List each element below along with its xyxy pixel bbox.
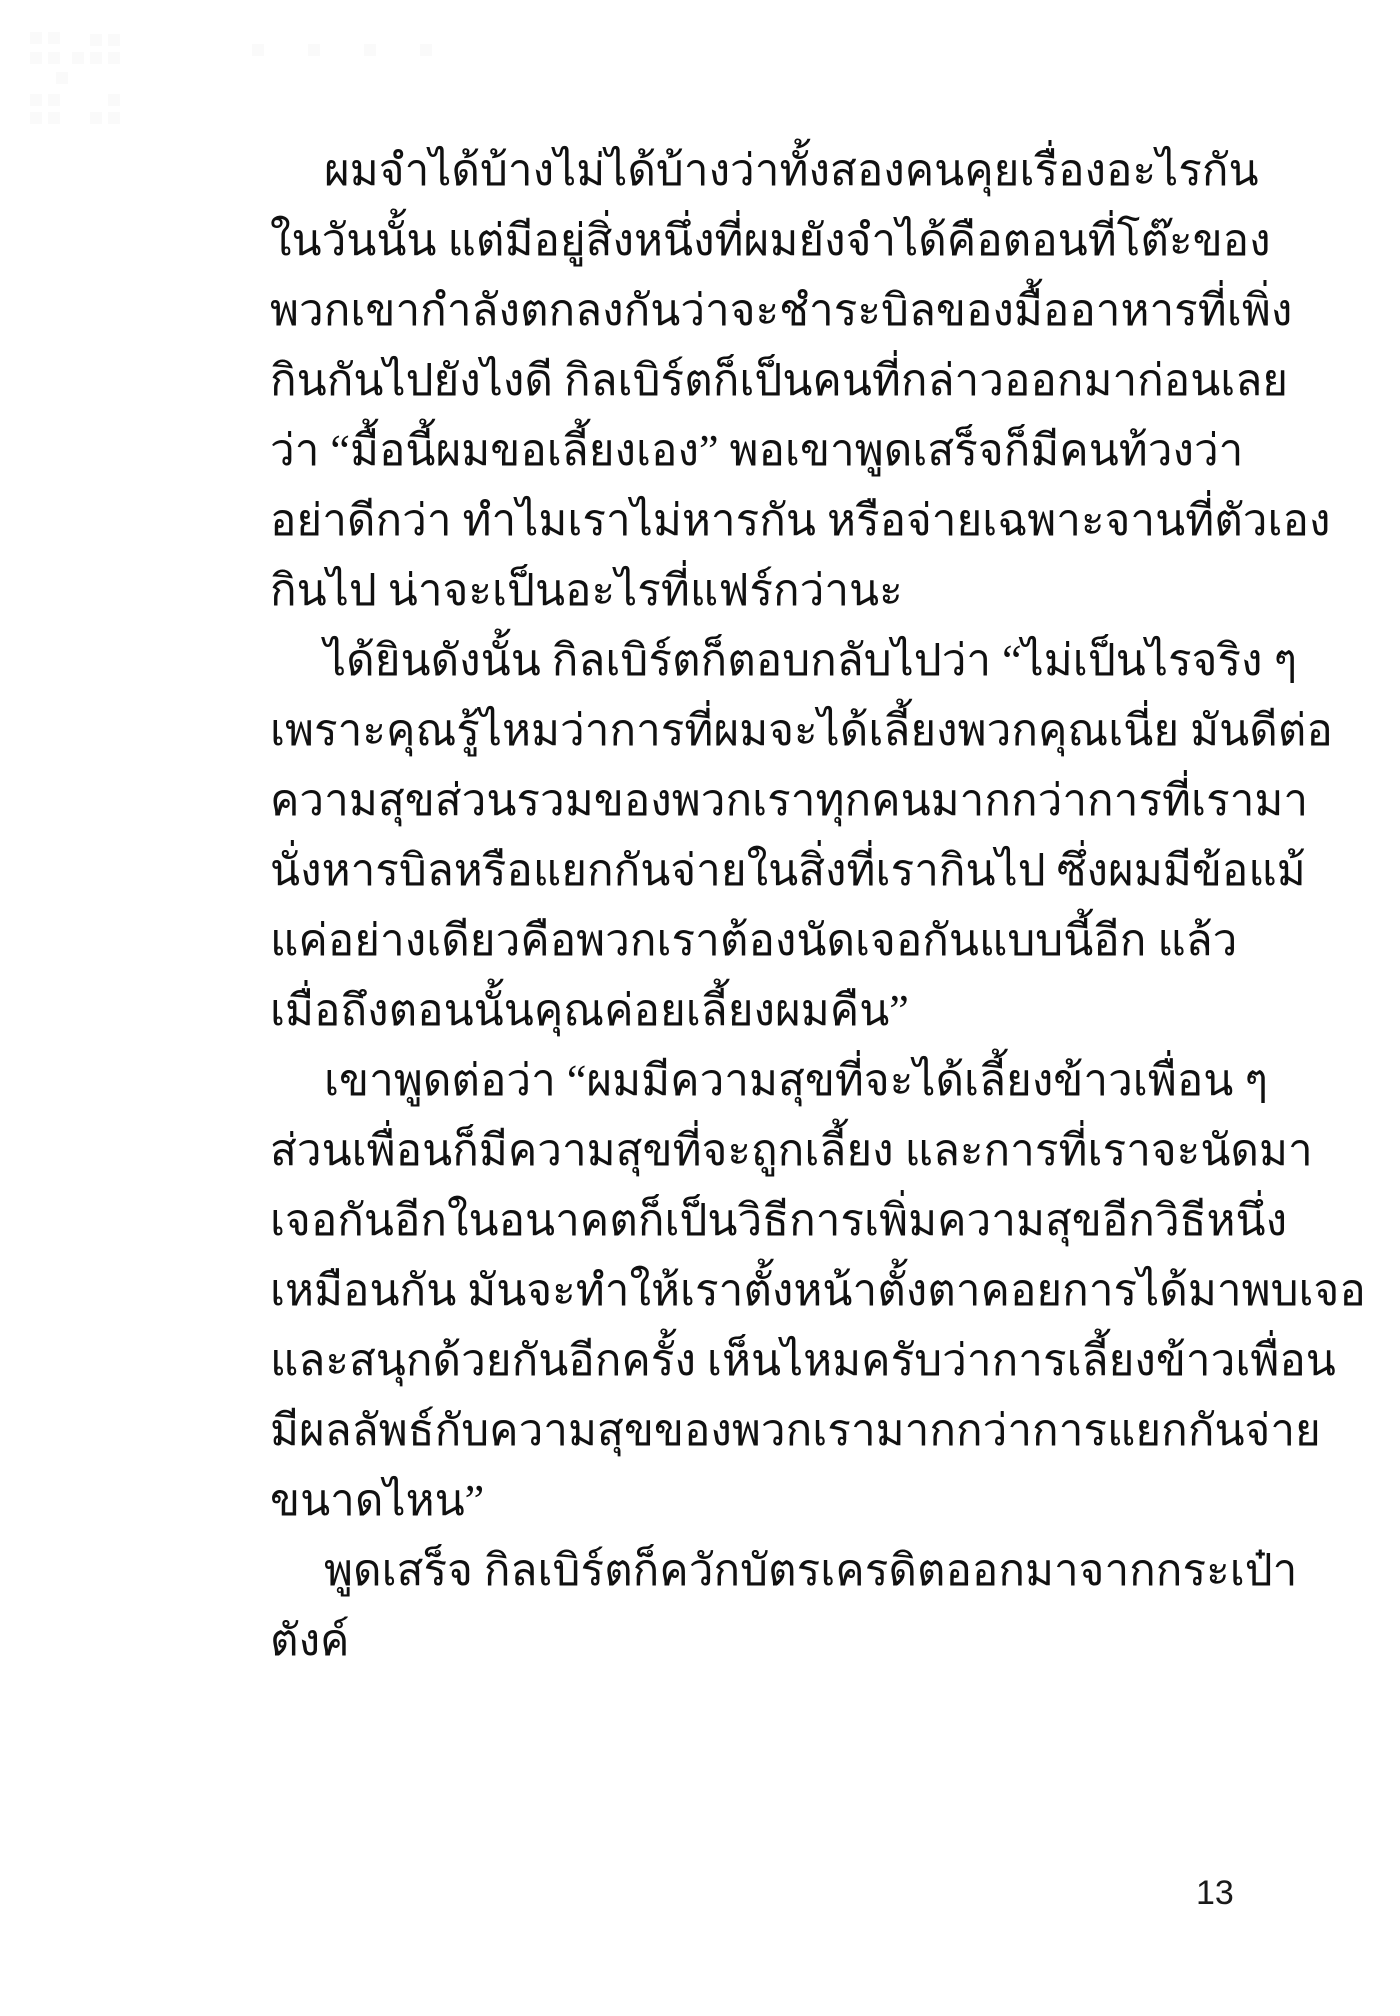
text-line: เหมือนกัน มันจะทำให้เราตั้งหน้าตั้งตาคอยการได้มาพบเจอ xyxy=(270,1266,1366,1315)
text-line: เจอกันอีกในอนาคตก็เป็นวิธีการเพิ่มความสุขอีกวิธีหนึ่ง xyxy=(270,1196,1288,1245)
text-line: ว่า “มื้อนี้ผมขอเลี้ยงเอง” พอเขาพูดเสร็จก็มีคนท้วงว่า xyxy=(270,426,1244,475)
text-line: และสนุกด้วยกันอีกครั้ง เห็นไหมครับว่าการเลี้ยงข้าวเพื่อน xyxy=(270,1336,1336,1385)
text-line: ได้ยินดังนั้น กิลเบิร์ตก็ตอบกลับไปว่า “ไม่เป็นไรจริง ๆ xyxy=(324,636,1298,685)
text-line: ตังค์ xyxy=(270,1616,350,1665)
text-line: เมื่อถึงตอนนั้นคุณค่อยเลี้ยงผมคืน” xyxy=(270,986,909,1035)
text-line: เพราะคุณรู้ไหมว่าการที่ผมจะได้เลี้ยงพวกคุณเนี่ย มันดีต่อ xyxy=(270,706,1333,755)
text-line: นั่งหารบิลหรือแยกกันจ่ายในสิ่งที่เรากินไป ซึ่งผมมีข้อแม้ xyxy=(270,846,1306,895)
text-line: ความสุขส่วนรวมของพวกเราทุกคนมากกว่าการที่เรามา xyxy=(270,776,1309,825)
text-line: พวกเขากำลังตกลงกันว่าจะชำระบิลของมื้ออาหารที่เพิ่ง xyxy=(270,286,1293,335)
page-number: 13 xyxy=(1196,1874,1234,1912)
text-line: เขาพูดต่อว่า “ผมมีความสุขที่จะได้เลี้ยงข้าวเพื่อน ๆ xyxy=(324,1056,1268,1105)
text-line: ในวันนั้น แต่มีอยู่สิ่งหนึ่งที่ผมยังจำได้คือตอนที่โต๊ะของ xyxy=(270,216,1271,265)
scan-artifact xyxy=(28,28,428,118)
text-line: ส่วนเพื่อนก็มีความสุขที่จะถูกเลี้ยง และการที่เราจะนัดมา xyxy=(270,1126,1313,1175)
text-line: พูดเสร็จ กิลเบิร์ตก็ควักบัตรเครดิตออกมาจากกระเป๋า xyxy=(324,1546,1298,1595)
text-line: มีผลลัพธ์กับความสุขของพวกเรามากกว่าการแยกกันจ่าย xyxy=(270,1406,1321,1455)
text-line: อย่าดีกว่า ทำไมเราไม่หารกัน หรือจ่ายเฉพาะจานที่ตัวเอง xyxy=(270,496,1331,545)
text-line: แค่อย่างเดียวคือพวกเราต้องนัดเจอกันแบบนี้อีก แล้ว xyxy=(270,916,1238,965)
text-line: ขนาดไหน” xyxy=(270,1476,485,1525)
text-line: กินกันไปยังไงดี กิลเบิร์ตก็เป็นคนที่กล่าวออกมาก่อนเลย xyxy=(270,356,1289,405)
body-text xyxy=(270,136,1366,1676)
text-line: ผมจำได้บ้างไม่ได้บ้างว่าทั้งสองคนคุยเรื่องอะไรกัน xyxy=(324,146,1259,195)
text-line: กินไป น่าจะเป็นอะไรที่แฟร์กว่านะ xyxy=(270,566,903,615)
